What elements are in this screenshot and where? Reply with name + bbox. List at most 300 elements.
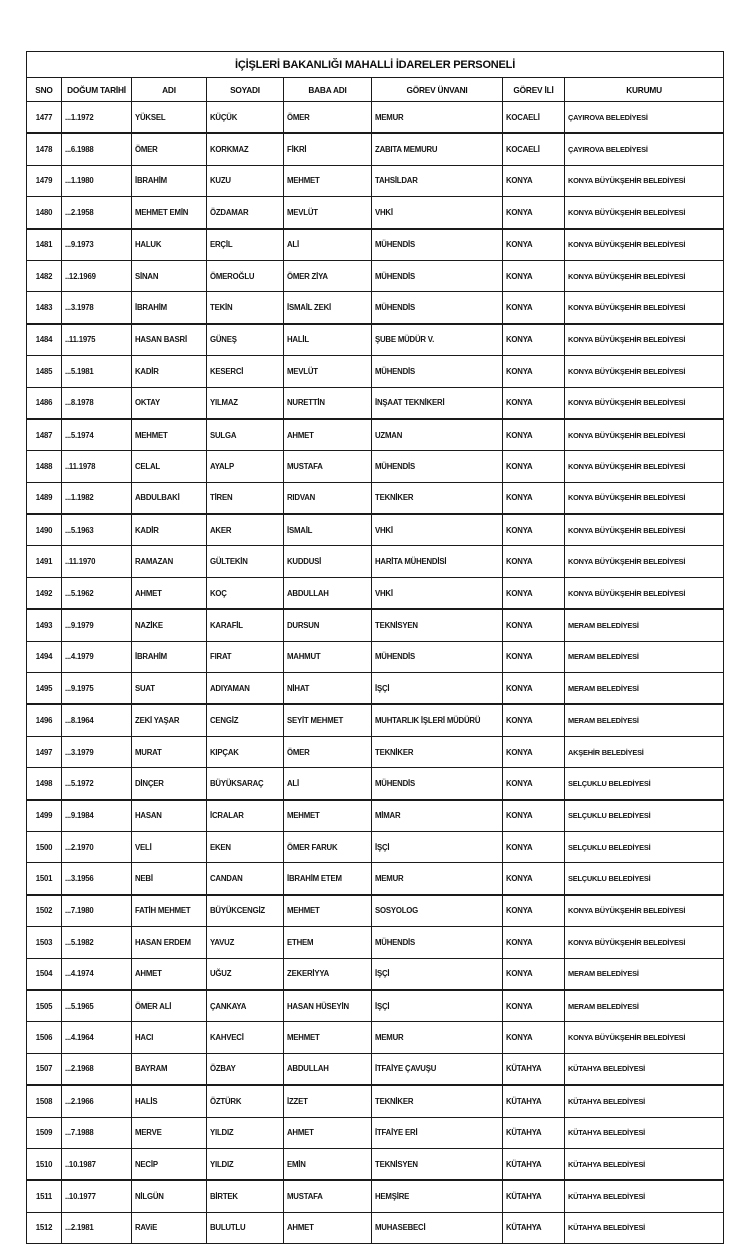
cell-soyadi: ÖZBAY xyxy=(207,1053,284,1085)
table-row xyxy=(27,1085,724,1117)
table-row xyxy=(27,514,724,546)
cell-unvan: MÜHENDİS xyxy=(372,356,503,387)
cell-soyadi: ÖZDAMAR xyxy=(207,197,284,229)
column-header-unvan: GÖREV ÜNVANI xyxy=(372,78,503,102)
cell-soyadi: AKER xyxy=(207,514,284,546)
cell-sno: 1493 xyxy=(27,609,62,641)
cell-soyadi: YILDIZ xyxy=(207,1148,284,1180)
cell-dogum: ...5.1974 xyxy=(62,419,132,451)
document-title: İÇİŞLERİ BAKANLIĞI MAHALLİ İDARELER PERSONELİ xyxy=(27,52,724,78)
cell-adi: KADİR xyxy=(132,356,207,387)
table-row xyxy=(27,482,724,514)
cell-dogum: ...7.1988 xyxy=(62,1117,132,1148)
cell-sno: 1486 xyxy=(27,387,62,419)
cell-sno: 1482 xyxy=(27,260,62,291)
cell-adi: AHMET xyxy=(132,577,207,609)
cell-adi: YÜKSEL xyxy=(132,102,207,134)
column-header-soyadi: SOYADI xyxy=(207,78,284,102)
cell-baba: MEHMET xyxy=(284,1022,372,1053)
cell-sno: 1484 xyxy=(27,324,62,356)
table-row xyxy=(27,736,724,767)
cell-il: KOCAELİ xyxy=(503,102,565,134)
cell-soyadi: BÜYÜKSARAÇ xyxy=(207,768,284,800)
table-row xyxy=(27,863,724,895)
cell-unvan: MÜHENDİS xyxy=(372,768,503,800)
table-row xyxy=(27,546,724,577)
cell-il: KONYA xyxy=(503,260,565,291)
cell-sno: 1481 xyxy=(27,229,62,261)
cell-kurum: SELÇUKLU BELEDİYESİ xyxy=(565,863,724,895)
cell-il: KONYA xyxy=(503,673,565,705)
cell-kurum: KÜTAHYA BELEDİYESİ xyxy=(565,1085,724,1117)
cell-soyadi: BÜYÜKCENGİZ xyxy=(207,895,284,927)
cell-il: KONYA xyxy=(503,419,565,451)
cell-il: KÜTAHYA xyxy=(503,1148,565,1180)
cell-soyadi: ÇANKAYA xyxy=(207,990,284,1022)
cell-unvan: VHKİ xyxy=(372,577,503,609)
cell-unvan: MÜHENDİS xyxy=(372,260,503,291)
cell-unvan: MÜHENDİS xyxy=(372,229,503,261)
cell-il: KONYA xyxy=(503,1022,565,1053)
table-row xyxy=(27,197,724,229)
cell-adi: FATİH MEHMET xyxy=(132,895,207,927)
cell-baba: HASAN HÜSEYİN xyxy=(284,990,372,1022)
column-header-row xyxy=(27,78,724,102)
column-header-il: GÖREV İLİ xyxy=(503,78,565,102)
cell-kurum: SELÇUKLU BELEDİYESİ xyxy=(565,800,724,832)
cell-baba: ALİ xyxy=(284,229,372,261)
cell-sno: 1502 xyxy=(27,895,62,927)
cell-unvan: İŞÇİ xyxy=(372,831,503,862)
cell-kurum: ÇAYIROVA BELEDİYESİ xyxy=(565,102,724,134)
cell-adi: MERVE xyxy=(132,1117,207,1148)
cell-kurum: KONYA BÜYÜKŞEHİR BELEDİYESİ xyxy=(565,387,724,419)
cell-il: KONYA xyxy=(503,197,565,229)
cell-dogum: ...6.1988 xyxy=(62,133,132,165)
cell-soyadi: TİREN xyxy=(207,482,284,514)
cell-unvan: UZMAN xyxy=(372,419,503,451)
cell-unvan: MUHASEBECİ xyxy=(372,1212,503,1243)
cell-dogum: ...1.1982 xyxy=(62,482,132,514)
cell-dogum: ...5.1962 xyxy=(62,577,132,609)
cell-kurum: KONYA BÜYÜKŞEHİR BELEDİYESİ xyxy=(565,292,724,324)
cell-sno: 1501 xyxy=(27,863,62,895)
cell-baba: ÖMER FARUK xyxy=(284,831,372,862)
table-row xyxy=(27,260,724,291)
cell-dogum: ..10.1987 xyxy=(62,1148,132,1180)
table-row xyxy=(27,356,724,387)
cell-soyadi: KESERCİ xyxy=(207,356,284,387)
table-row xyxy=(27,958,724,990)
cell-dogum: ...4.1974 xyxy=(62,958,132,990)
cell-unvan: SOSYOLOG xyxy=(372,895,503,927)
cell-kurum: KONYA BÜYÜKŞEHİR BELEDİYESİ xyxy=(565,546,724,577)
cell-adi: NAZİKE xyxy=(132,609,207,641)
cell-soyadi: ERÇİL xyxy=(207,229,284,261)
cell-unvan: HARİTA MÜHENDİSİ xyxy=(372,546,503,577)
cell-dogum: ...2.1958 xyxy=(62,197,132,229)
cell-soyadi: KORKMAZ xyxy=(207,133,284,165)
cell-il: KONYA xyxy=(503,165,565,196)
cell-soyadi: KAHVECİ xyxy=(207,1022,284,1053)
cell-il: KÜTAHYA xyxy=(503,1053,565,1085)
table-row xyxy=(27,102,724,134)
cell-unvan: TEKNİSYEN xyxy=(372,1148,503,1180)
cell-soyadi: KARAFİL xyxy=(207,609,284,641)
cell-adi: NECİP xyxy=(132,1148,207,1180)
cell-baba: DURSUN xyxy=(284,609,372,641)
cell-dogum: ..11.1975 xyxy=(62,324,132,356)
cell-baba: RIDVAN xyxy=(284,482,372,514)
cell-kurum: SELÇUKLU BELEDİYESİ xyxy=(565,831,724,862)
cell-dogum: ...5.1963 xyxy=(62,514,132,546)
cell-il: KONYA xyxy=(503,387,565,419)
cell-il: KONYA xyxy=(503,927,565,958)
cell-adi: NEBİ xyxy=(132,863,207,895)
cell-dogum: ...9.1973 xyxy=(62,229,132,261)
cell-baba: KUDDUSİ xyxy=(284,546,372,577)
cell-il: KÜTAHYA xyxy=(503,1085,565,1117)
cell-kurum: MERAM BELEDİYESİ xyxy=(565,958,724,990)
cell-baba: MEHMET xyxy=(284,165,372,196)
cell-sno: 1495 xyxy=(27,673,62,705)
cell-kurum: KONYA BÜYÜKŞEHİR BELEDİYESİ xyxy=(565,419,724,451)
cell-il: KONYA xyxy=(503,800,565,832)
cell-il: KÜTAHYA xyxy=(503,1180,565,1212)
table-row xyxy=(27,1022,724,1053)
cell-kurum: KÜTAHYA BELEDİYESİ xyxy=(565,1180,724,1212)
cell-il: KONYA xyxy=(503,577,565,609)
cell-adi: ZEKİ YAŞAR xyxy=(132,704,207,736)
cell-baba: MEHMET xyxy=(284,895,372,927)
cell-sno: 1479 xyxy=(27,165,62,196)
cell-kurum: MERAM BELEDİYESİ xyxy=(565,990,724,1022)
column-header-baba: BABA ADI xyxy=(284,78,372,102)
cell-soyadi: SULGA xyxy=(207,419,284,451)
cell-adi: CELAL xyxy=(132,451,207,482)
cell-unvan: ŞUBE MÜDÜR V. xyxy=(372,324,503,356)
cell-dogum: ..11.1970 xyxy=(62,546,132,577)
cell-sno: 1505 xyxy=(27,990,62,1022)
cell-soyadi: GÜLTEKİN xyxy=(207,546,284,577)
cell-unvan: MEMUR xyxy=(372,102,503,134)
cell-dogum: ...1.1980 xyxy=(62,165,132,196)
cell-adi: ÖMER ALİ xyxy=(132,990,207,1022)
cell-sno: 1487 xyxy=(27,419,62,451)
cell-baba: MUSTAFA xyxy=(284,1180,372,1212)
cell-baba: ABDULLAH xyxy=(284,577,372,609)
cell-sno: 1478 xyxy=(27,133,62,165)
cell-baba: ABDULLAH xyxy=(284,1053,372,1085)
cell-unvan: TEKNİKER xyxy=(372,736,503,767)
cell-sno: 1507 xyxy=(27,1053,62,1085)
cell-kurum: KONYA BÜYÜKŞEHİR BELEDİYESİ xyxy=(565,514,724,546)
cell-sno: 1499 xyxy=(27,800,62,832)
cell-kurum: KONYA BÜYÜKŞEHİR BELEDİYESİ xyxy=(565,577,724,609)
cell-dogum: ...2.1968 xyxy=(62,1053,132,1085)
cell-adi: KADİR xyxy=(132,514,207,546)
cell-kurum: KÜTAHYA BELEDİYESİ xyxy=(565,1053,724,1085)
cell-unvan: MÜHENDİS xyxy=(372,451,503,482)
cell-dogum: ...4.1979 xyxy=(62,641,132,672)
cell-sno: 1511 xyxy=(27,1180,62,1212)
cell-unvan: TEKNİKER xyxy=(372,1085,503,1117)
cell-unvan: İŞÇİ xyxy=(372,673,503,705)
cell-unvan: VHKİ xyxy=(372,514,503,546)
cell-baba: İSMAİL ZEKİ xyxy=(284,292,372,324)
cell-unvan: İTFAİYE ÇAVUŞU xyxy=(372,1053,503,1085)
cell-unvan: ZABITA MEMURU xyxy=(372,133,503,165)
cell-il: KONYA xyxy=(503,482,565,514)
cell-kurum: KONYA BÜYÜKŞEHİR BELEDİYESİ xyxy=(565,356,724,387)
cell-il: KONYA xyxy=(503,546,565,577)
column-header-adi: ADI xyxy=(132,78,207,102)
cell-adi: MURAT xyxy=(132,736,207,767)
cell-il: KONYA xyxy=(503,229,565,261)
cell-adi: ABDULBAKİ xyxy=(132,482,207,514)
cell-unvan: TEKNİKER xyxy=(372,482,503,514)
cell-dogum: ...7.1980 xyxy=(62,895,132,927)
cell-soyadi: ADIYAMAN xyxy=(207,673,284,705)
cell-dogum: ...8.1978 xyxy=(62,387,132,419)
cell-soyadi: YILDIZ xyxy=(207,1117,284,1148)
cell-baba: ÖMER xyxy=(284,102,372,134)
cell-sno: 1512 xyxy=(27,1212,62,1243)
cell-kurum: KONYA BÜYÜKŞEHİR BELEDİYESİ xyxy=(565,324,724,356)
cell-il: KONYA xyxy=(503,609,565,641)
cell-baba: AHMET xyxy=(284,1212,372,1243)
cell-sno: 1497 xyxy=(27,736,62,767)
cell-adi: NİLGÜN xyxy=(132,1180,207,1212)
cell-kurum: ÇAYIROVA BELEDİYESİ xyxy=(565,133,724,165)
cell-soyadi: EKEN xyxy=(207,831,284,862)
cell-il: KONYA xyxy=(503,292,565,324)
cell-baba: İBRAHİM ETEM xyxy=(284,863,372,895)
cell-baba: MAHMUT xyxy=(284,641,372,672)
cell-adi: HALUK xyxy=(132,229,207,261)
cell-baba: AHMET xyxy=(284,419,372,451)
table-row xyxy=(27,831,724,862)
cell-adi: SUAT xyxy=(132,673,207,705)
cell-kurum: SELÇUKLU BELEDİYESİ xyxy=(565,768,724,800)
cell-dogum: ...3.1979 xyxy=(62,736,132,767)
cell-il: KONYA xyxy=(503,863,565,895)
cell-sno: 1498 xyxy=(27,768,62,800)
cell-baba: ÖMER ZİYA xyxy=(284,260,372,291)
table-row xyxy=(27,704,724,736)
cell-sno: 1492 xyxy=(27,577,62,609)
cell-kurum: KONYA BÜYÜKŞEHİR BELEDİYESİ xyxy=(565,197,724,229)
column-header-sno: SNO xyxy=(27,78,62,102)
cell-baba: İZZET xyxy=(284,1085,372,1117)
column-header-dogum: DOĞUM TARİHİ xyxy=(62,78,132,102)
cell-unvan: MÜHENDİS xyxy=(372,292,503,324)
cell-adi: MEHMET xyxy=(132,419,207,451)
table-row xyxy=(27,419,724,451)
cell-baba: EMİN xyxy=(284,1148,372,1180)
cell-adi: HASAN BASRİ xyxy=(132,324,207,356)
cell-il: KONYA xyxy=(503,514,565,546)
cell-soyadi: TEKİN xyxy=(207,292,284,324)
column-header-kurum: KURUMU xyxy=(565,78,724,102)
cell-il: KONYA xyxy=(503,451,565,482)
cell-baba: MUSTAFA xyxy=(284,451,372,482)
cell-baba: FİKRİ xyxy=(284,133,372,165)
cell-soyadi: GÜNEŞ xyxy=(207,324,284,356)
cell-soyadi: ÖMEROĞLU xyxy=(207,260,284,291)
table-row xyxy=(27,577,724,609)
cell-sno: 1500 xyxy=(27,831,62,862)
cell-baba: NİHAT xyxy=(284,673,372,705)
cell-dogum: ...9.1975 xyxy=(62,673,132,705)
cell-dogum: ...3.1956 xyxy=(62,863,132,895)
table-head xyxy=(27,52,724,102)
cell-kurum: KONYA BÜYÜKŞEHİR BELEDİYESİ xyxy=(565,165,724,196)
cell-il: KONYA xyxy=(503,990,565,1022)
cell-unvan: MÜHENDİS xyxy=(372,641,503,672)
cell-kurum: MERAM BELEDİYESİ xyxy=(565,609,724,641)
cell-adi: VELİ xyxy=(132,831,207,862)
cell-dogum: ...9.1984 xyxy=(62,800,132,832)
table-row xyxy=(27,673,724,705)
cell-adi: HACI xyxy=(132,1022,207,1053)
cell-soyadi: YAVUZ xyxy=(207,927,284,958)
table-row xyxy=(27,768,724,800)
cell-soyadi: KUZU xyxy=(207,165,284,196)
cell-il: KOCAELİ xyxy=(503,133,565,165)
cell-sno: 1509 xyxy=(27,1117,62,1148)
cell-sno: 1480 xyxy=(27,197,62,229)
table-row xyxy=(27,1212,724,1243)
cell-kurum: KONYA BÜYÜKŞEHİR BELEDİYESİ xyxy=(565,482,724,514)
cell-adi: ÖMER xyxy=(132,133,207,165)
cell-dogum: ..12.1969 xyxy=(62,260,132,291)
cell-soyadi: FIRAT xyxy=(207,641,284,672)
cell-baba: ZEKERİYYA xyxy=(284,958,372,990)
cell-il: KONYA xyxy=(503,704,565,736)
cell-kurum: KÜTAHYA BELEDİYESİ xyxy=(565,1117,724,1148)
table-row xyxy=(27,387,724,419)
cell-kurum: MERAM BELEDİYESİ xyxy=(565,704,724,736)
cell-soyadi: ÖZTÜRK xyxy=(207,1085,284,1117)
cell-adi: RAViE xyxy=(132,1212,207,1243)
title-banner-row xyxy=(27,52,724,78)
cell-sno: 1477 xyxy=(27,102,62,134)
cell-soyadi: BULUTLU xyxy=(207,1212,284,1243)
cell-adi: OKTAY xyxy=(132,387,207,419)
cell-baba: MEVLÜT xyxy=(284,197,372,229)
cell-il: KONYA xyxy=(503,356,565,387)
cell-sno: 1483 xyxy=(27,292,62,324)
cell-soyadi: KÜÇÜK xyxy=(207,102,284,134)
table-row xyxy=(27,324,724,356)
cell-adi: İBRAHİM xyxy=(132,165,207,196)
cell-unvan: VHKİ xyxy=(372,197,503,229)
cell-sno: 1506 xyxy=(27,1022,62,1053)
cell-il: KONYA xyxy=(503,641,565,672)
table-body xyxy=(27,102,724,1244)
cell-dogum: ..11.1978 xyxy=(62,451,132,482)
cell-sno: 1508 xyxy=(27,1085,62,1117)
cell-sno: 1488 xyxy=(27,451,62,482)
table-row xyxy=(27,1117,724,1148)
table-row xyxy=(27,609,724,641)
cell-unvan: İŞÇİ xyxy=(372,958,503,990)
cell-adi: AHMET xyxy=(132,958,207,990)
cell-dogum: ...4.1964 xyxy=(62,1022,132,1053)
table-row xyxy=(27,1180,724,1212)
table-row xyxy=(27,165,724,196)
cell-kurum: MERAM BELEDİYESİ xyxy=(565,673,724,705)
cell-adi: İBRAHİM xyxy=(132,292,207,324)
cell-soyadi: YILMAZ xyxy=(207,387,284,419)
cell-dogum: ...5.1965 xyxy=(62,990,132,1022)
cell-soyadi: KOÇ xyxy=(207,577,284,609)
cell-il: KÜTAHYA xyxy=(503,1212,565,1243)
cell-unvan: MİMAR xyxy=(372,800,503,832)
cell-baba: MEHMET xyxy=(284,800,372,832)
cell-soyadi: İCRALAR xyxy=(207,800,284,832)
cell-dogum: ...5.1981 xyxy=(62,356,132,387)
cell-dogum: ...1.1972 xyxy=(62,102,132,134)
cell-il: KONYA xyxy=(503,324,565,356)
cell-sno: 1490 xyxy=(27,514,62,546)
cell-baba: ETHEM xyxy=(284,927,372,958)
cell-baba: ALİ xyxy=(284,768,372,800)
cell-adi: BAYRAM xyxy=(132,1053,207,1085)
cell-unvan: HEMŞİRE xyxy=(372,1180,503,1212)
cell-soyadi: KIPÇAK xyxy=(207,736,284,767)
cell-unvan: İNŞAAT TEKNİKERİ xyxy=(372,387,503,419)
cell-soyadi: BİRTEK xyxy=(207,1180,284,1212)
cell-baba: ÖMER xyxy=(284,736,372,767)
cell-dogum: ...2.1970 xyxy=(62,831,132,862)
cell-adi: SİNAN xyxy=(132,260,207,291)
cell-sno: 1491 xyxy=(27,546,62,577)
cell-unvan: MÜHENDİS xyxy=(372,927,503,958)
cell-dogum: ...5.1972 xyxy=(62,768,132,800)
cell-dogum: ...5.1982 xyxy=(62,927,132,958)
cell-dogum: ...3.1978 xyxy=(62,292,132,324)
cell-kurum: KONYA BÜYÜKŞEHİR BELEDİYESİ xyxy=(565,895,724,927)
cell-il: KÜTAHYA xyxy=(503,1117,565,1148)
cell-sno: 1504 xyxy=(27,958,62,990)
cell-dogum: ...2.1966 xyxy=(62,1085,132,1117)
table-row xyxy=(27,990,724,1022)
table-row xyxy=(27,292,724,324)
cell-adi: İBRAHİM xyxy=(132,641,207,672)
cell-kurum: KÜTAHYA BELEDİYESİ xyxy=(565,1212,724,1243)
cell-sno: 1485 xyxy=(27,356,62,387)
cell-adi: DİNÇER xyxy=(132,768,207,800)
cell-unvan: TAHSİLDAR xyxy=(372,165,503,196)
table-row xyxy=(27,229,724,261)
cell-unvan: MEMUR xyxy=(372,863,503,895)
personnel-table xyxy=(26,51,724,1244)
cell-unvan: MUHTARLIK İŞLERİ MÜDÜRÜ xyxy=(372,704,503,736)
cell-adi: MEHMET EMİN xyxy=(132,197,207,229)
cell-soyadi: CENGİZ xyxy=(207,704,284,736)
cell-il: KONYA xyxy=(503,768,565,800)
cell-sno: 1496 xyxy=(27,704,62,736)
table-row xyxy=(27,927,724,958)
cell-il: KONYA xyxy=(503,831,565,862)
cell-baba: SEYİT MEHMET xyxy=(284,704,372,736)
cell-adi: HALİS xyxy=(132,1085,207,1117)
cell-adi: HASAN xyxy=(132,800,207,832)
cell-dogum: ...9.1979 xyxy=(62,609,132,641)
table-row xyxy=(27,1148,724,1180)
